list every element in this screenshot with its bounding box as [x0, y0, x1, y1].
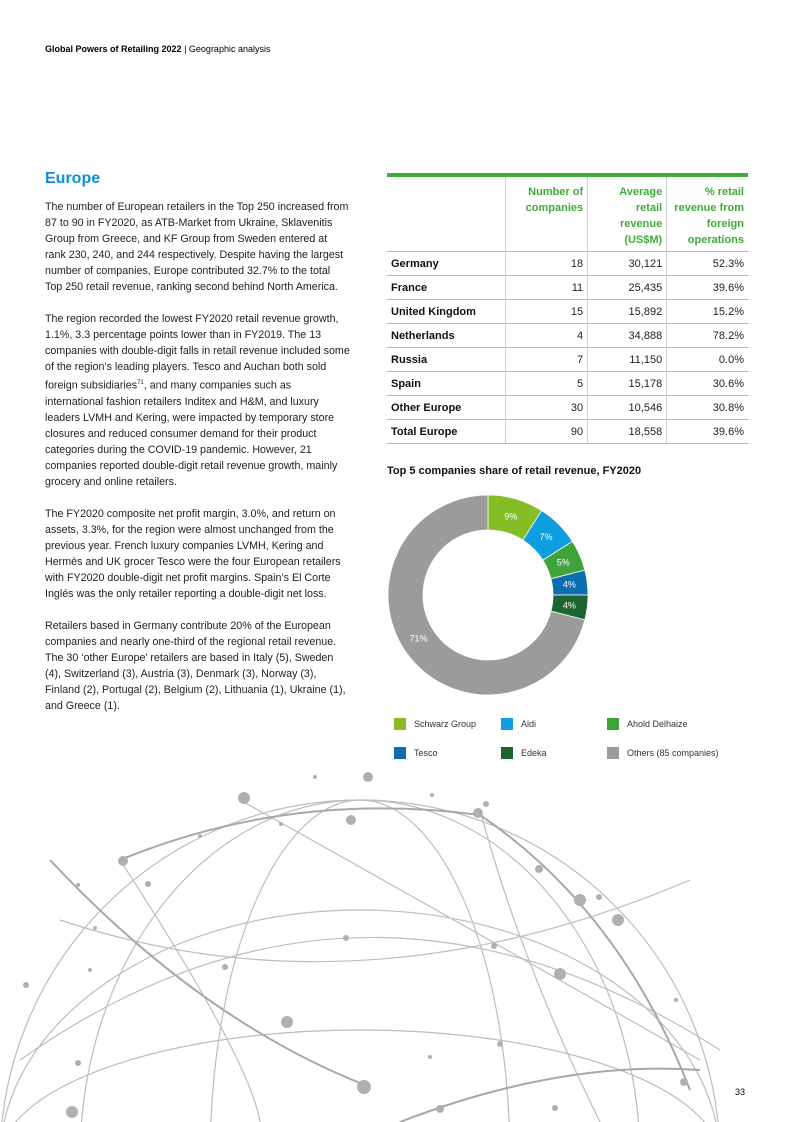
table-row: [387, 252, 748, 276]
table-cell: Spain: [387, 372, 506, 396]
paragraph-1: The number of European retailers in the Top 250 increased from 87 to 90 in FY2020, as ATB-Market from Ukraine, Sklavenitis Group from Greece, and KF Group from Sweden entered at rank 230, 240, and 244 respectively. Despite having the largest number of companies, Europe contributed 32.7% to the total Top 250 retail revenue, ranking second behind North America.: [45, 201, 349, 293]
table-header-cell: % retail revenue from foreign operations: [667, 175, 748, 252]
table-header-cell: [387, 175, 506, 252]
table-cell: 30.6%: [667, 372, 748, 396]
table-cell: 18: [506, 252, 588, 276]
table-cell: 15.2%: [667, 300, 748, 324]
legend-item: [607, 718, 688, 730]
table-cell: 15,892: [588, 300, 667, 324]
header-title: Global Powers of Retailing 2022: [45, 44, 182, 54]
paragraph-2-part-a: The region recorded the lowest FY2020 retail revenue growth, 1.1%, 3.3 percentage points lower than in FY2019. The 13 companies with double-digit falls in retail revenue included some of the region’s leading players. Tesco and Auchan both sold foreign subsidiaries: [45, 313, 350, 392]
table-cell: 4: [506, 324, 588, 348]
paragraph-4: Retailers based in Germany contribute 20% of the European companies and nearly one-third of the regional retail revenue. The 30 ‘other Europe’ retailers are based in Italy (5), Sweden (4), Switzerland (3), Austria (3), Denmark (3), Norway (3), Finland (2), Portugal (2), Belgium (2), Lithuania (1), Ukraine (1), and Greece (1).: [45, 619, 346, 712]
table-row: [387, 420, 748, 444]
table-header-row: [387, 175, 748, 252]
legend-swatch: [394, 747, 406, 759]
table-row: [387, 396, 748, 420]
paragraph-2: [45, 311, 350, 490]
running-header: [45, 44, 270, 54]
table-cell: Russia: [387, 348, 506, 372]
table-cell: 11: [506, 276, 588, 300]
table-header-cell: Average retail revenue (US$M): [588, 175, 667, 252]
table-cell: 15: [506, 300, 588, 324]
table-cell: 52.3%: [667, 252, 748, 276]
section-title: Europe: [45, 170, 101, 187]
table-cell: Other Europe: [387, 396, 506, 420]
legend-swatch: [607, 747, 619, 759]
legend-item: [394, 747, 438, 759]
table-cell: 11,150: [588, 348, 667, 372]
table-cell: 10,546: [588, 396, 667, 420]
table-cell: United Kingdom: [387, 300, 506, 324]
table-cell: 78.2%: [667, 324, 748, 348]
legend-label: Others (85 companies): [627, 748, 719, 758]
table-cell: 0.0%: [667, 348, 748, 372]
table-cell: 7: [506, 348, 588, 372]
header-separator: |: [184, 44, 187, 54]
donut-value-label: 7%: [539, 532, 553, 543]
legend-item: [607, 747, 719, 759]
donut-value-label: 4%: [562, 600, 576, 611]
legend-item: [501, 718, 536, 730]
legend-swatch: [394, 718, 406, 730]
page-number: 33: [735, 1087, 746, 1097]
table-cell: France: [387, 276, 506, 300]
table-row: [387, 276, 748, 300]
table-cell: Germany: [387, 252, 506, 276]
donut-value-label: 5%: [556, 557, 570, 568]
legend-label: Edeka: [521, 748, 547, 758]
table-cell: 15,178: [588, 372, 667, 396]
header-section: Geographic analysis: [188, 44, 271, 54]
paragraph-3: The FY2020 composite net profit margin, 3.0%, and return on assets, 3.3%, for the region were almost unchanged from the previous year. French luxury companies LVMH, Kering and Hermès and UK grocer Tesco were the four European retailers with FY2020 double-digit net profit margins. Spain’s El Corte Inglés was the only retailer reporting a double-digit net loss.: [45, 507, 341, 600]
table-cell: 5: [506, 372, 588, 396]
footnote-ref: 71: [137, 380, 144, 386]
chart-title: Top 5 companies share of retail revenue, FY2020: [387, 465, 642, 477]
europe-stats-table: [387, 173, 748, 444]
legend-item: [501, 747, 547, 759]
legend-swatch: [501, 747, 513, 759]
table-row: [387, 348, 748, 372]
table-cell: 39.6%: [667, 276, 748, 300]
legend-swatch: [607, 718, 619, 730]
paragraph-2-part-b: , and many companies such as international fashion retailers Inditex and H&M, and luxury leaders LVMH and Kering, were impacted by temporary store closures and reduced consumer demand for their product categories during the COVID-19 pandemic. However, 21 companies reported double-digit retail revenue growth, mainly grocery and online retailers.: [45, 379, 338, 488]
donut-chart: [387, 494, 589, 696]
legend-label: Aldi: [521, 719, 537, 729]
legend-label: Tesco: [414, 748, 438, 758]
table-cell: 30,121: [588, 252, 667, 276]
table-header-cell: Number of companies: [506, 175, 588, 252]
table-row: [387, 300, 748, 324]
decorative-globe-illustration: [0, 760, 793, 1122]
legend-label: Ahold Delhaize: [627, 719, 688, 729]
table-cell: 30.8%: [667, 396, 748, 420]
legend-item: [394, 718, 476, 730]
legend-label: Schwarz Group: [414, 719, 477, 729]
table-cell: 30: [506, 396, 588, 420]
table-cell: Netherlands: [387, 324, 506, 348]
table-cell: 34,888: [588, 324, 667, 348]
legend-swatch: [501, 718, 513, 730]
donut-value-label: 4%: [562, 579, 576, 590]
table-cell: 18,558: [588, 420, 667, 444]
donut-value-label: 71%: [409, 633, 428, 644]
table-cell: 25,435: [588, 276, 667, 300]
table-cell: 90: [506, 420, 588, 444]
body-text: [45, 199, 350, 730]
table-row: [387, 324, 748, 348]
table-row: [387, 372, 748, 396]
donut-value-label: 9%: [504, 511, 518, 522]
table-cell: Total Europe: [387, 420, 506, 444]
table-cell: 39.6%: [667, 420, 748, 444]
